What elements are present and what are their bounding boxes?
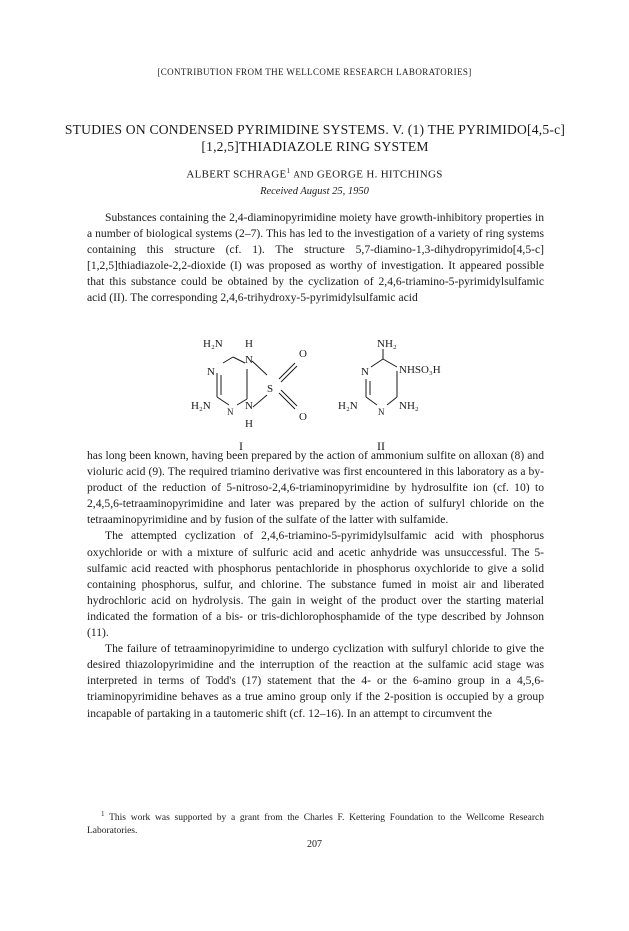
compound-i-label: I	[239, 439, 243, 453]
page-number: 207	[307, 839, 322, 850]
structure-figure-svg	[191, 335, 465, 453]
paragraph-1: Substances containing the 2,4-diaminopyrimidine moiety have growth-inhibitory properties in a number of biological systems (2–7). This has led to the investigation of a variety of ring systems containing this structure (cf. 1). The structure 5,7-diamino-1,3-dihydropyrimido[4,5-c][1,2,5]thiadiazole-2,2-dioxide (I) was proposed as worthy of investigation. It appeared possible that this substance could be obtained by the cyclization of 2,4,6-triamino-5-pyrimidylsulfamic acid (II). The corresponding 2,4,6-trihydroxy-5-pyrimidylsulfamic acid	[87, 211, 544, 305]
footnote	[87, 808, 544, 838]
paragraph-3: The attempted cyclization of 2,4,6-triamino-5-pyrimidylsulfamic acid with phosphorus oxychloride or with a mixture of sulfuric acid and acetic anhydride was unsuccessful. The 5-sulfamic acid reacted with phosphorus pentachloride in phosphorus oxychloride to give a solid containing phosphorus, sulfur, and chlorine. The substance fumed in moist air and liberated hydrochloric acid on hydrolysis. The gain in weight of the product over the starting material indicated the formation of a bis- or tris-dichlorophosphamide of the type described by Johnson (11).	[87, 529, 544, 640]
compound-ii-h2n-left: H₂N	[338, 400, 358, 412]
author-2: GEORGE H. HITCHINGS	[316, 168, 443, 181]
paragraph-4: The failure of tetraaminopyrimidine to undergo cyclization with sulfuryl chloride to give the desired thiazolopyrimidine and the interruption of the reaction at the sulfamic acid stage was interpreted in terms of Todd's (17) statement that the 4- or the 6-amino group in a 4,5,6-triaminopyrimidine behaves as a true amino group only if the 2-position is occupied by a group incapable of partaking in a tautomeric shift (cf. 12–16). In an attempt to circumvent the	[87, 642, 544, 720]
compound-ii-label: II	[377, 439, 385, 453]
compound-i-n-ring-left: N	[207, 366, 215, 378]
compound-i-h-bottom: H	[245, 418, 253, 430]
footnote-text: This work was supported by a grant from the Charles F. Kettering Foundation to the Wellcome Research Laboratories.	[87, 813, 544, 837]
compound-i-n-right: N	[245, 400, 253, 412]
author-1-footnote-mark: 1	[286, 167, 291, 175]
footnote-mark: 1	[101, 810, 105, 818]
compound-i-sulfur: S	[267, 383, 274, 395]
compound-ii-nhso3h: NHSO₃H	[399, 364, 441, 376]
author-1: ALBERT SCHRAGE	[186, 168, 287, 181]
authors-conjunction: AND	[293, 169, 314, 180]
body-text-lower	[87, 448, 544, 722]
compound-i-n-ring-bottom: N	[227, 407, 234, 417]
compound-ii-n-ring-bottom: N	[378, 407, 385, 417]
compound-ii-nh2-top: NH₂	[377, 338, 397, 350]
compound-ii-nh2-right: NH₂	[399, 400, 419, 412]
compound-i-structure	[191, 338, 307, 453]
contribution-header: [CONTRIBUTION FROM THE WELLCOME RESEARCH LABORATORIES]	[157, 67, 472, 77]
compound-i-h2n-left: H₂N	[191, 400, 211, 412]
compound-ii-n-ring: N	[361, 366, 369, 378]
compound-i-n-ring-top: N	[245, 354, 253, 366]
compound-i-h-top: H	[245, 338, 253, 350]
paragraph-2: has long been known, having been prepared by the action of ammonium sulfite on alloxan (8) and violuric acid (9). The required triamino derivative was first encountered in this laboratory as a by-product of the reduction of 5-nitroso-2,4,6-triaminopyrimidine by hydrosulfite ion (cf. 10) to 2,4,5,6-tetraaminopyrimidine and later was prepared by the action of sulfuryl chloride on the tetraaminopyrimidine and by fusion of the sulfate of the latter with sulfamide.	[87, 449, 544, 527]
structure-figure	[191, 335, 465, 453]
received-date: Received August 25, 1950	[260, 186, 369, 197]
body-text-upper	[87, 210, 544, 307]
compound-ii-structure	[338, 338, 441, 453]
compound-i-oxygen-bottom: O	[299, 411, 307, 423]
article-title: STUDIES ON CONDENSED PYRIMIDINE SYSTEMS. V. (1) THE PYRIMIDO[4,5-c][1,2,5]THIADIAZOLE RING SYSTEM	[64, 122, 566, 154]
compound-i-oxygen-top: O	[299, 348, 307, 360]
compound-i-h2n-top: H₂N	[203, 338, 223, 350]
author-line	[0, 167, 629, 181]
